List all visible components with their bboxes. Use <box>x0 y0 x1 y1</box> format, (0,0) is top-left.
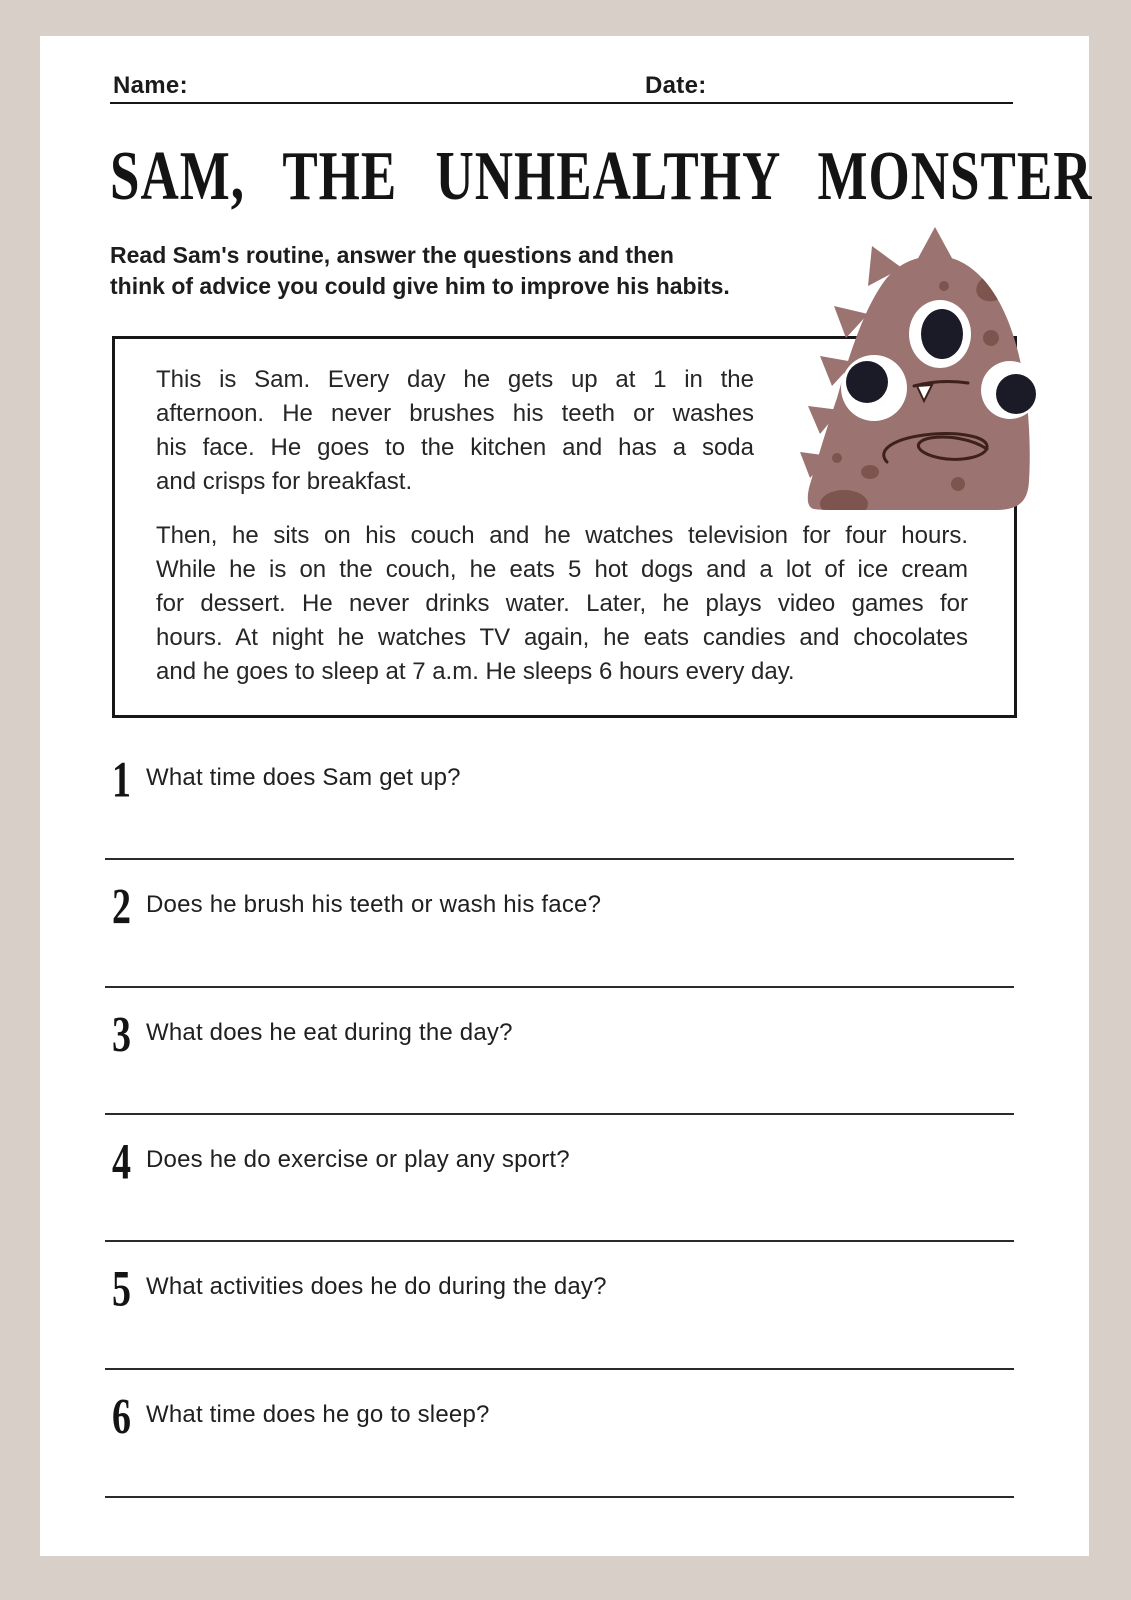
passage-paragraph-2 <box>156 519 968 689</box>
paper <box>40 36 1093 1556</box>
name-label: Name: <box>113 72 188 99</box>
question-text: What time does Sam get up? <box>146 764 461 791</box>
question-row-4 <box>112 1133 570 1191</box>
passage-line: afternoon. He never brushes his teeth or washes <box>156 400 754 427</box>
answer-line-6[interactable] <box>105 1496 1014 1498</box>
question-row-2 <box>112 878 602 936</box>
question-number: 6 <box>112 1388 131 1446</box>
question-text: Does he do exercise or play any sport? <box>146 1146 570 1173</box>
name-date-blank-line[interactable] <box>110 102 1013 104</box>
passage-line: Then, he sits on his couch and he watches television for four hours. <box>156 522 968 549</box>
instructions <box>110 240 800 302</box>
question-row-5 <box>112 1260 607 1318</box>
answer-line-4[interactable] <box>105 1240 1014 1242</box>
answer-line-2[interactable] <box>105 986 1014 988</box>
passage-line: While he is on the couch, he eats 5 hot dogs and a lot of ice cream <box>156 556 968 583</box>
question-number: 3 <box>112 1006 131 1064</box>
question-number: 2 <box>112 878 131 936</box>
answer-line-5[interactable] <box>105 1368 1014 1370</box>
passage-line: his face. He goes to the kitchen and has a soda <box>156 434 754 461</box>
question-text: What does he eat during the day? <box>146 1019 513 1046</box>
passage-line: for dessert. He never drinks water. Later, he plays video games for <box>156 590 968 617</box>
instructions-line: Read Sam's routine, answer the questions and then <box>110 242 674 268</box>
passage-line: This is Sam. Every day he gets up at 1 in the <box>156 366 754 393</box>
passage-paragraph-1 <box>156 363 754 499</box>
passage-line: and he goes to sleep at 7 a.m. He sleeps 6 hours every day. <box>156 658 795 685</box>
passage-line: and crisps for breakfast. <box>156 468 413 495</box>
date-label: Date: <box>645 72 707 99</box>
question-text: What time does he go to sleep? <box>146 1401 490 1428</box>
question-text: What activities does he do during the day? <box>146 1273 607 1300</box>
question-row-6 <box>112 1388 490 1446</box>
question-number: 5 <box>112 1260 131 1318</box>
answer-line-3[interactable] <box>105 1113 1014 1115</box>
worksheet-title: SAM, THE UNHEALTHY MONSTER <box>110 138 1093 215</box>
instructions-line: think of advice you could give him to improve his habits. <box>110 273 730 299</box>
monster-illustration <box>790 222 1052 514</box>
question-row-3 <box>112 1006 513 1064</box>
answer-line-1[interactable] <box>105 858 1014 860</box>
passage-line: hours. At night he watches TV again, he eats candies and chocolates <box>156 624 968 651</box>
question-text: Does he brush his teeth or wash his face? <box>146 891 602 918</box>
question-number: 4 <box>112 1133 131 1191</box>
question-number: 1 <box>112 751 131 809</box>
question-row-1 <box>112 751 461 809</box>
